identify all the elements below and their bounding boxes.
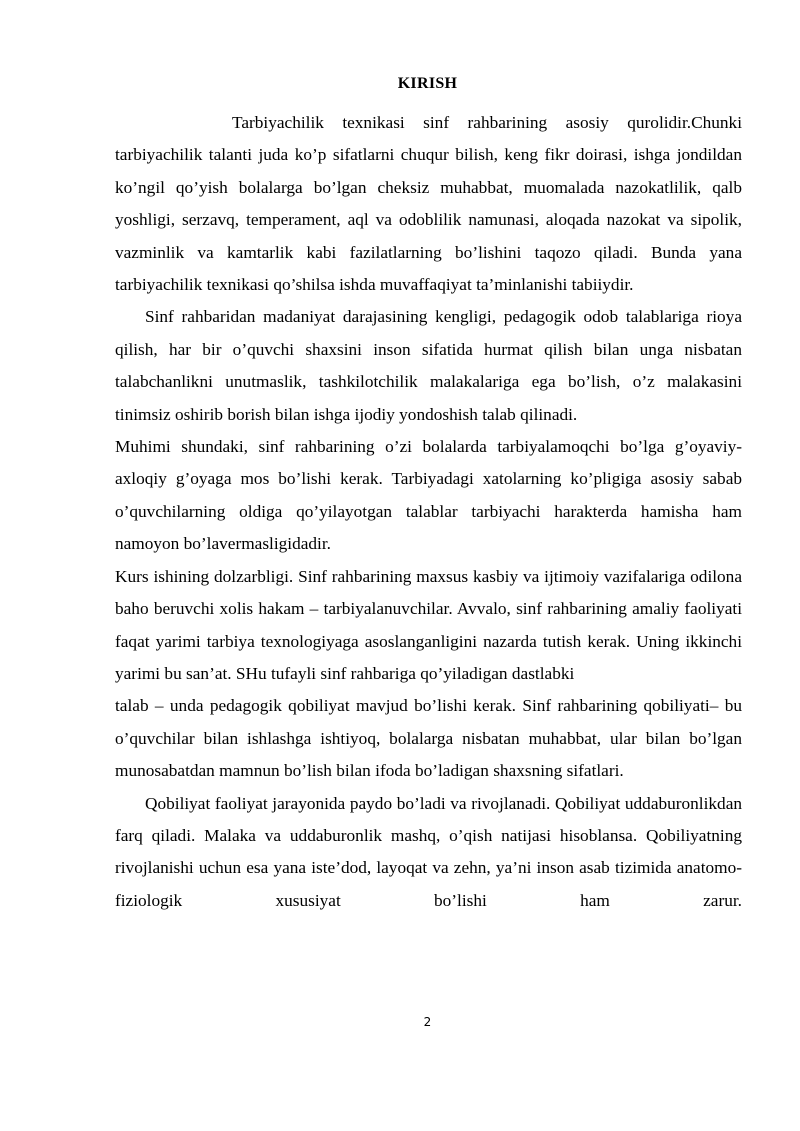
paragraph-ability-requirement: talab – unda pedagogik qobiliyat mavjud bo’lishi kerak. Sinf rahbarining qobiliyati– bu o’quvchilar bilan ishlashga ishtiyoq, bolalarga nisbatan muhabbat, ular bilan bo’lgan munosabatdan mamnun bo’lish bilan ifoda bo’ladigan shaxsning sifatlari.	[115, 696, 742, 781]
paragraph-importance: Muhimi shundaki, sinf rahbarining o’zi bolalarda tarbiyalamoqchi bo’lga g’oyaviy-axloqiy g’oyaga mos bo’lishi kerak. Tarbiyadagi xatolarning ko’pligiga asosiy sabab o’quvchilarning oldiga qo’yilayotgan talablar tarbiyachi harakterda hamisha ham namoyon bo’lavermasligidadir.	[115, 437, 742, 554]
paragraph-relevance: Kurs ishining dolzarbligi. Sinf rahbarining maxsus kasbiy va ijtimoiy vazifalariga odilona baho beruvchi xolis hakam – tarbiyalanuvchilar. Avvalo, sinf rahbarining amaliy faoliyati faqat yarimi tarbiya texnologiyaga asoslanganligini nazarda tutish kerak. Uning ikkinchi yarimi bu san’at. SHu tufayli sinf rahbariga qo’yiladigan dastlabki	[115, 566, 742, 683]
document-body	[115, 107, 742, 917]
page-number: 2	[423, 1015, 432, 1029]
paragraph-requirements: Sinf rahbaridan madaniyat darajasining kengligi, pedagogik odob talablariga rioya qilish, har bir o’quvchi shaxsini inson sifatida hurmat qilish bilan unga nisbatan talabchanlikni unutmaslik, tashkilotchilik malakalariga ega bo’lish, o’z malakasini tinimsiz oshirib borish bilan ishga ijodiy yondoshish talab qilinadi.	[115, 307, 742, 424]
paragraph-intro: Tarbiyachilik texnikasi sinf rahbarining asosiy qurolidir.Chunki tarbiyachilik talanti juda ko’p sifatlarni chuqur bilish, keng fikr doirasi, ishga jondildan ko’ngil qo’yish bolalarga bo’lgan cheksiz muhabbat, muomalada nazokatlilik, qalb yoshligi, serzavq, temperament, aql va odoblilik namunasi, aloqada nazokat va sipolik, vazminlik va kamtarlik kabi fazilatlarning bo’lishini taqozo qiladi. Bunda yana tarbiyachilik texnikasi qo’shilsa ishda muvaffaqiyat ta’minlanishi tabiiydir.	[115, 113, 742, 295]
paragraph-ability-development: Qobiliyat faoliyat jarayonida paydo bo’ladi va rivojlanadi. Qobiliyat uddaburonlikdan farq qiladi. Malaka va uddaburonlik mashq, o’qish natijasi hisoblansa. Qobiliyatning rivojlanishi uchun esa yana iste’dod, layoqat va zehn, ya’ni inson asab tizimida anatomo-fiziologik xususiyat bo’lishi ham zarur.	[115, 793, 742, 910]
section-title: KIRISH	[397, 75, 458, 92]
